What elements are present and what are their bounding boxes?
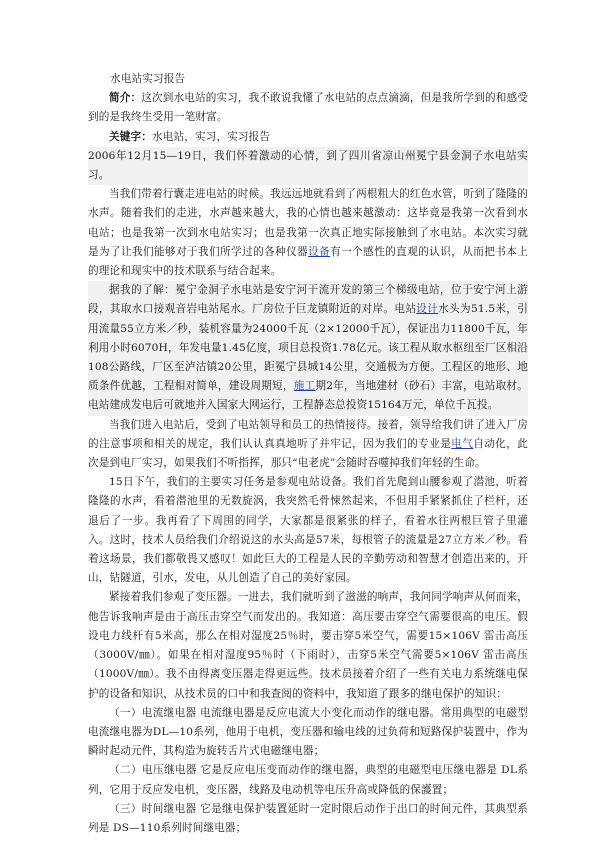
paragraph-arrival-text: 当我们带着行囊走进电站的时候。我远远地就看到了两根粗大的红色水管，听到了隆隆的水声。随着我们的走进，水声越来越大，我的心情也越来越激动：这毕竟是我第一次看到水电站；也是我第一次到水电站实习；也是我第一次真正地实际接触到了水电站。本次实习就是为了让我们能够对于我们所学过的各种仪器 bbox=[88, 188, 529, 258]
link-electric[interactable]: 电气 bbox=[451, 437, 474, 450]
paragraph-arrival-end: 有一个感性的直观的认识，从而把书本上的理论和现实中的技术联系与结合起来。 bbox=[88, 245, 528, 278]
paragraph-voltage-relay: （二）电压继电器 它是反应电压变而动作的继电器，典型的电磁型电压继电器是 DL系列，它用于反应发电机，变压器，线路及电动机等电压升高或降低的保護置； bbox=[88, 764, 528, 796]
station-info-a: 据我的了解：冕宁金洞子水电站是安宁河干流开发的第三个梯级电站，位于安宁河上游段，其取水口接观音岩电站尾水。厂房位于巨龙镇附近的对岸。电站 bbox=[88, 284, 528, 316]
paragraph-station-info bbox=[88, 281, 528, 415]
link-construction[interactable]: 施工 bbox=[293, 380, 316, 393]
paragraph-transformer: 紧接着我们参观了变压器。一进去，我们就听到了滋滋的响声，我问同学响声从何而来，他告诉我响声是由于高压击穿空气而发出的。我知道：高压要击穿空气需要很高的电压。假设电力线杆有5米高，那么在相对湿度25％时，要击穿5米空气，需要15×106V 雷击高压（3000V/㎜）。如果在相对湿度95％时（下雨时），击穿5米空气需要5×106V 雷击高压（1000V/㎜）。我不由得离变压器走得更远些。技术员接着介绍了一些有关电力系统继电保护的设备和知识，从技术员的口中和我查阅的资料中，我知道了跟多的继电保护的知识： bbox=[88, 591, 529, 700]
paragraph-current-relay: （一）电流继电器 电流继电器是反应电流大小变化而动作的继电器。常用典型的电磁型电流继电器为DL—10系列，他用于电机，变压器和输电线的过负荷和短路保护装置中，作为瞬时起动元件，其构造为旋转舌片式电磁继电器； bbox=[88, 706, 528, 758]
summary-label: 简介： bbox=[109, 92, 142, 105]
keywords-text: 水电站，实习，实习报告 bbox=[151, 130, 271, 143]
summary-text: 这次到水电站的实习，我不敢说我懂了水电站的点点滴滴，但是我所学到的和感受到的是我终生受用一笔财富。 bbox=[88, 92, 529, 124]
paragraph-time-relay: （三）时间继电器 它是继电保护装置延时一定时限后动作于出口的时间元件，其典型系列是 DS—110系列时间继电器； bbox=[88, 802, 528, 834]
link-design[interactable]: 设计 bbox=[416, 303, 439, 316]
keywords-paragraph bbox=[88, 128, 528, 147]
paragraph-reception bbox=[88, 416, 528, 474]
summary-paragraph bbox=[88, 89, 528, 127]
reception-b: 自动化，此次是到电厂实习，如果我们不听指挥，那只“电老虎”会随时吞噬掉我们年轻的生命。 bbox=[88, 437, 528, 470]
keywords-label: 关键字： bbox=[109, 130, 152, 143]
paragraph-visit-equipment: 15日下午，我们的主要实习任务是参观电站设备。我们首先爬到山腰参观了潜池，听着隆隆的水声，看着潜池里的无数旋涡，我突然毛骨悚然起来，不但用手紧紧抓住了栏杆，还退后了一步。我再看了下周围的同学，大家都是很紧张的样子，看着水往两根巨管子里灌入。这时，技术人员给我们介绍说这的水头高是57米，每根管子的流量是27立方米／秒。看着这场景，我们都敬畏又感叹！如此巨大的工程是人民的辛勤劳动和智慧才创造出来的，开山，钻隧道，引水，发电，从儿创造了自己的美好家园。 bbox=[88, 476, 528, 585]
station-info-c: 期2年，当地建材（砂石）丰富，电站取材。电站建成发电后可就地并入国家大网运行，工程静态总投资15164万元，单位千瓦投。 bbox=[88, 380, 528, 412]
link-equipment[interactable]: 设备 bbox=[308, 245, 331, 258]
document-page bbox=[88, 70, 528, 838]
station-info-b: 水头为51.5米，引用流量55立方米／秒，装机容量为24000千瓦（2×12000千瓦），保证出力11800千瓦，年利用小时6070H，年发电量1.45亿度，项目总投资1.78亿元。该工程从取水枢纽至厂区相沿108公路线，厂区至泸沽镇20公里，距冕宁县城14公里，交通极为方便。工程区的地形、地质条件优越，工程相对简单，建设周期短， bbox=[88, 303, 528, 393]
paragraph-arrival bbox=[88, 185, 528, 281]
paragraph-date: 2006年12月15—19日，我们怀着激动的心情，到了四川省凉山州冕宁县金洞子水电站实习。 bbox=[88, 147, 528, 185]
report-title: 水电站实习报告 bbox=[110, 73, 186, 85]
reception-a: 当我们进入电站后，受到了电站领导和员工的热情接待。接着，领导给我们讲了进入厂房的注意事项和相关的规定，我们认认真真地听了并牢记，因为我们的专业是 bbox=[88, 418, 529, 450]
